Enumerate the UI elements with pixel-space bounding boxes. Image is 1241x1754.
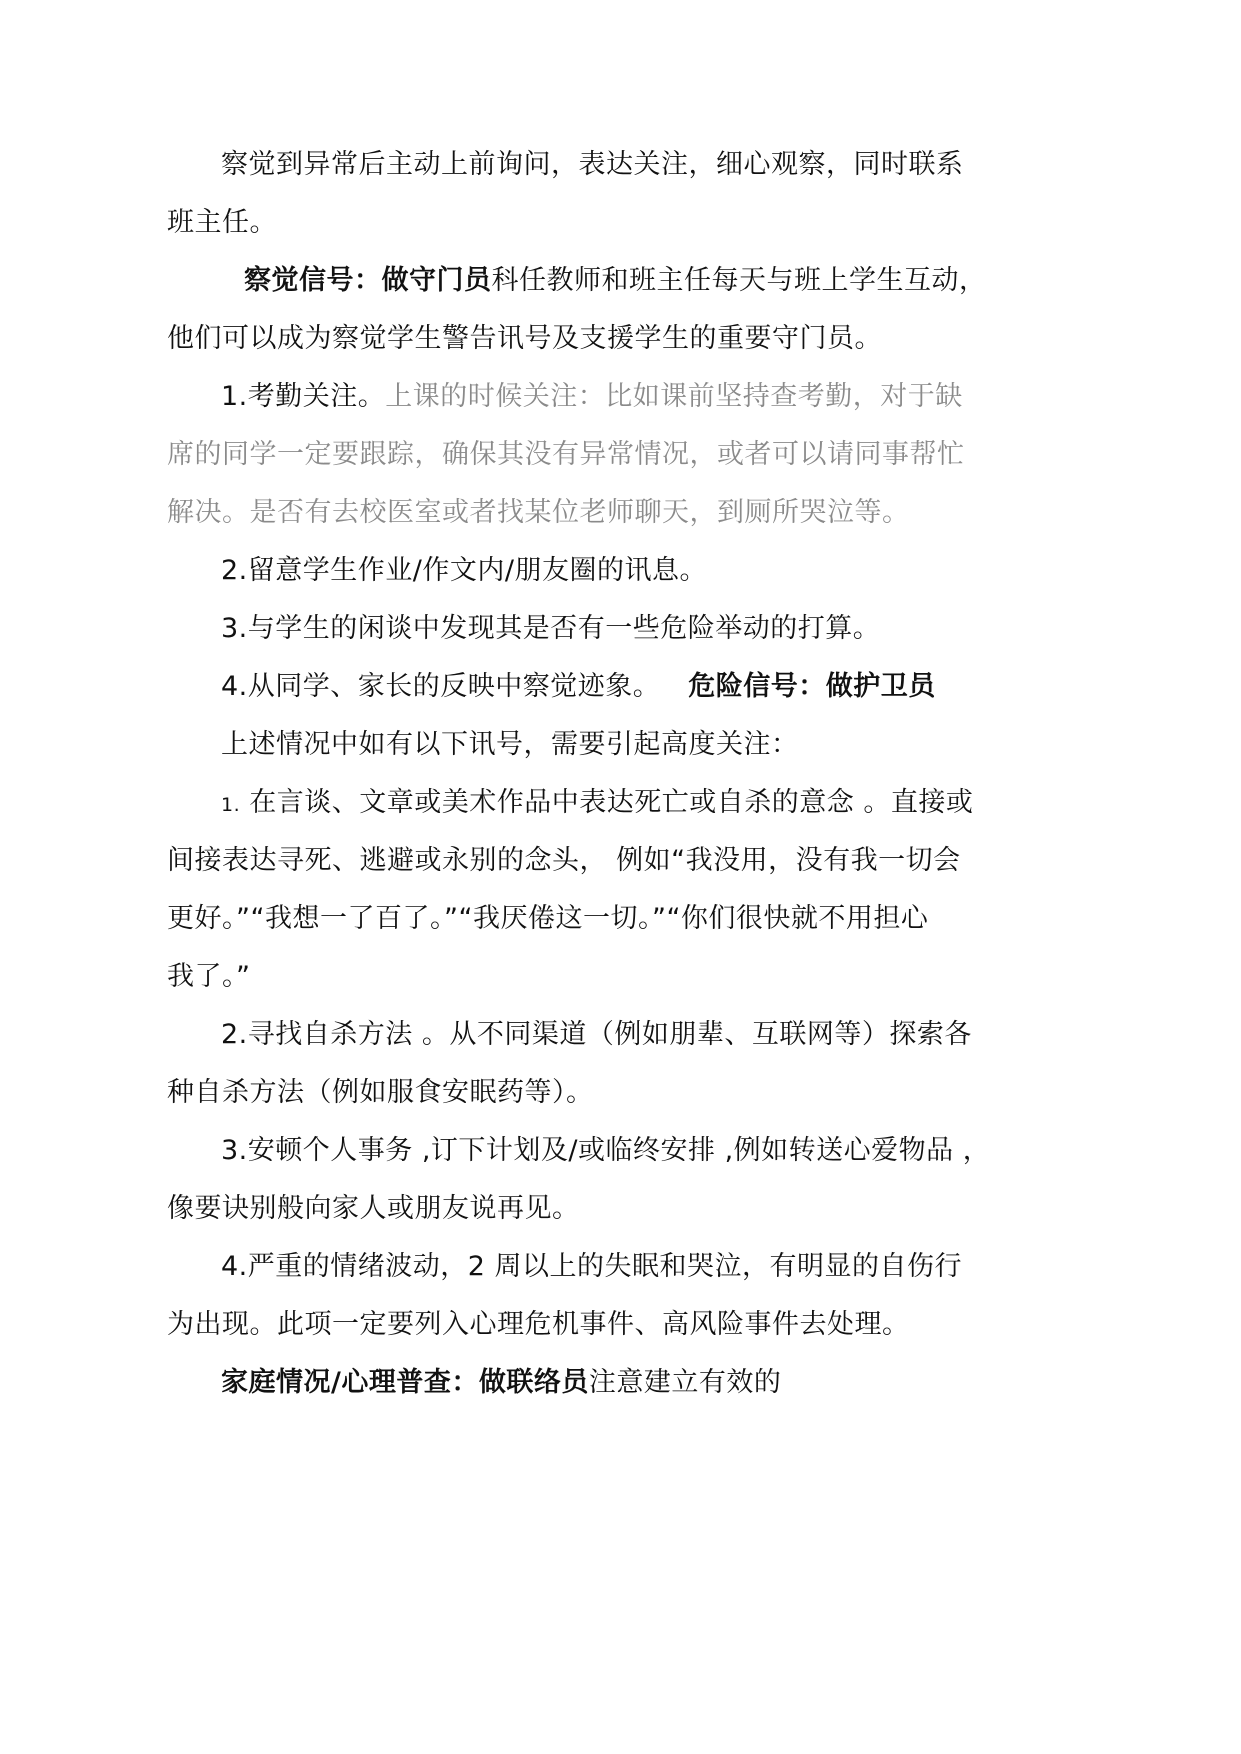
paragraph-line: 更好。”“我想一了百了。”“我厌倦这一切。”“你们很快就不用担心: [167, 903, 929, 934]
list-item-label: 1.考勤关注。: [221, 381, 386, 412]
paragraph-line: [221, 667, 936, 707]
paragraph-line: 3.与学生的闲谈中发现其是否有一些危险举动的打算。: [221, 613, 881, 644]
paragraph-line: 3.安顿个人事务 ,订下计划及/或临终安排 ,例如转送心爱物品 ，: [221, 1135, 991, 1166]
paragraph-line: 种自杀方法（例如服食安眠药等）。: [167, 1077, 594, 1108]
paragraph-line: [221, 377, 963, 417]
paragraph-line: 察觉到异常后主动上前询问，表达关注，细心观察，同时联系: [221, 149, 964, 180]
section-heading-liaison: 家庭情况/心理普查：做联络员: [221, 1367, 589, 1398]
paragraph-line: 2.寻找自杀方法 。从不同渠道（例如朋辈、互联网等）探索各: [221, 1019, 972, 1050]
paragraph-line: 2.留意学生作业/作文内/朋友圈的讯息。: [221, 555, 707, 586]
paragraph-text: 注意建立有效的: [588, 1367, 782, 1398]
paragraph-line: 4.严重的情绪波动，2 周以上的失眠和哭泣，有明显的自伤行: [221, 1251, 963, 1282]
paragraph-text: 科任教师和班主任每天与班上学生互动，: [491, 265, 987, 296]
paragraph-line: 我了。”: [167, 961, 251, 992]
paragraph-line: [221, 783, 973, 825]
paragraph-line: 席的同学一定要跟踪，确保其没有异常情况，或者可以请同事帮忙: [167, 439, 965, 470]
paragraph-text: 4.从同学、家长的反映中察觉迹象。: [221, 671, 661, 702]
paragraph-line: 像要诀别般向家人或朋友说再见。: [167, 1193, 580, 1224]
paragraph-line: [221, 1363, 781, 1403]
paragraph-line: 上述情况中如有以下讯号，需要引起高度关注：: [221, 729, 799, 760]
paragraph-line: 班主任。: [167, 207, 277, 238]
grey-text: 上课的时候关注：比如课前坚持查考勤，对于缺: [385, 381, 963, 412]
section-heading-gatekeeper: 察觉信号：做守门员: [244, 265, 492, 296]
paragraph-line: 他们可以成为察觉学生警告讯号及支援学生的重要守门员。: [167, 323, 882, 354]
paragraph-line: 为出现。此项一定要列入心理危机事件、高风险事件去处理。: [167, 1309, 910, 1340]
paragraph-text: 在言谈、文章或美术作品中表达死亡或自杀的意念 。直接或: [249, 787, 974, 818]
section-heading-guardian: 危险信号：做护卫员: [688, 671, 936, 702]
paragraph-line: 解决。是否有去校医室或者找某位老师聊天，到厕所哭泣等。: [167, 497, 910, 528]
paragraph-line: [244, 261, 987, 301]
list-item-label: 1.: [221, 794, 241, 816]
paragraph-line: 间接表达寻死、逃避或永别的念头， 例如“我没用，没有我一切会: [167, 845, 961, 876]
